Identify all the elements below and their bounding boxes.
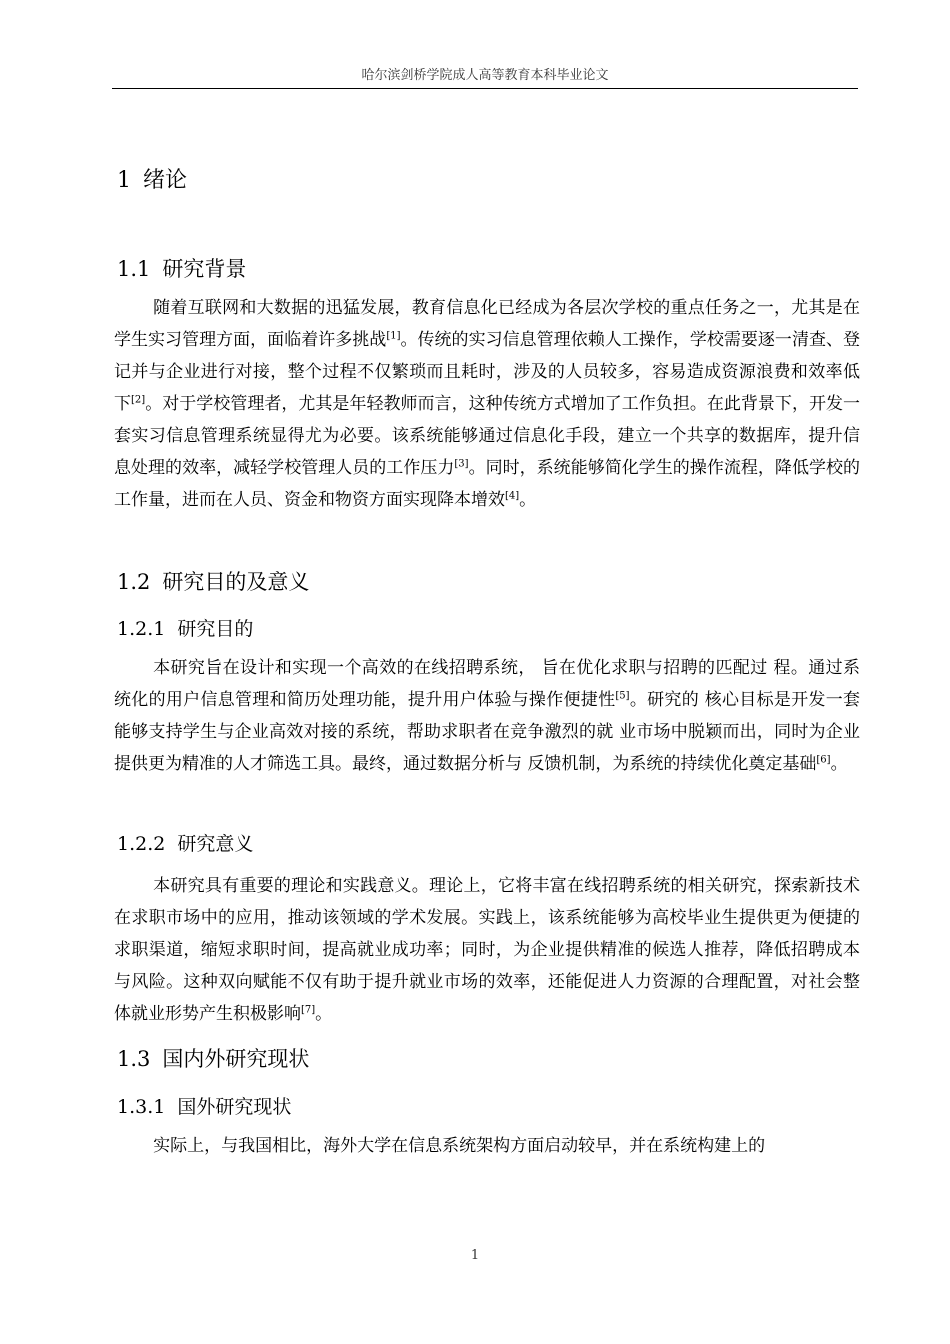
paragraph-text: 。同时，系统能够简化学生的操作流程，降低学校的工作量，进而在人员、资金和物资方面实现降本增效: [114, 458, 861, 510]
paragraph-text: 。传统的实习信息管理依赖人工操作，学校需要逐一清查、登记并与企业进行对接，整个过程不仅繁琐而且耗时，涉及的人员较多，容易造成资源浪费和效率低下: [114, 330, 861, 414]
section-heading-1-1: [117, 253, 246, 283]
citation-ref: [5]: [615, 690, 630, 702]
paragraph-text: 。对于学校管理者，尤其是年轻教师而言，这种传统方式增加了工作负担。在此背景下，开发一套实习信息管理系统显得尤为必要。该系统能够通过信息化手段，建立一个共享的数据库，提升信息处理的效率，减轻学校管理人员的工作压力: [114, 394, 861, 478]
section-title: 研究背景: [162, 257, 247, 281]
section-number: 1.3: [117, 1047, 151, 1071]
section-title: 国内外研究现状: [162, 1047, 310, 1071]
subsection-heading-1-2-1: [117, 614, 253, 641]
paragraph-text: 。: [315, 1004, 333, 1024]
citation-ref: [3]: [454, 458, 469, 470]
subsection-heading-1-3-1: [117, 1092, 291, 1119]
section-number: 1.2: [117, 570, 151, 594]
subsection-title: 国外研究现状: [177, 1096, 292, 1118]
subsection-title: 研究目的: [177, 618, 254, 640]
paragraph-text: 。: [519, 490, 537, 510]
citation-ref: [2]: [131, 394, 146, 406]
chapter-number: 1: [117, 168, 131, 193]
paragraph-text: 随着互联网和大数据的迅猛发展，教育信息化已经成为各层次学校的重点任务之一，尤其是在学生实习管理方面，面临着许多挑战: [114, 298, 860, 350]
citation-ref: [4]: [505, 490, 520, 502]
chapter-title: 绪论: [143, 168, 188, 193]
subsection-number: 1.2.2: [117, 833, 166, 855]
section-heading-1-2: [117, 566, 309, 596]
paragraph-text: 本研究旨在设计和实现一个高效的在线招聘系统， 旨在优化求职与招聘的匹配过 程。通过系统化的用户信息管理和简历处理功能，提升用户体验与操作便捷性: [114, 658, 860, 710]
header-divider: [112, 88, 858, 89]
section-heading-1-3: [117, 1043, 309, 1073]
citation-ref: [1]: [386, 330, 401, 342]
paragraph-research-background: [114, 292, 860, 516]
section-number: 1.1: [117, 257, 151, 281]
running-header: 哈尔滨剑桥学院成人高等教育本科毕业论文: [361, 68, 609, 83]
paragraph-text: 。研究的 核心目标是开发一套能够支持学生与企业高效对接的系统，帮助求职者在竞争激烈的就 业市场中脱颖而出，同时为企业提供更为精准的人才筛选工具。最终，通过数据分析与 反馈机制，为系统的持续优化奠定基础: [114, 690, 861, 774]
paragraph-text: 本研究具有重要的理论和实践意义。理论上，它将丰富在线招聘系统的相关研究，探索新技术在求职市场中的应用，推动该领域的学术发展。实践上，该系统能够为高校毕业生提供更为便捷的求职渠道，缩短求职时间，提高就业成功率；同时，为企业提供精准的候选人推荐，降低招聘成本与风险。这种双向赋能不仅有助于提升就业市场的效率，还能促进人力资源的合理配置，对社会整体就业形势产生积极影响: [114, 876, 860, 1024]
subsection-heading-1-2-2: [117, 829, 253, 856]
subsection-number: 1.2.1: [117, 618, 166, 640]
paragraph-research-significance: [114, 870, 860, 1030]
paragraph-text: 实际上，与我国相比，海外大学在信息系统架构方面启动较早，并在系统构建上的: [153, 1136, 766, 1156]
section-title: 研究目的及意义: [162, 570, 310, 594]
subsection-number: 1.3.1: [117, 1096, 166, 1118]
citation-ref: [7]: [301, 1004, 316, 1016]
paragraph-research-purpose: [114, 652, 860, 780]
subsection-title: 研究意义: [177, 833, 254, 855]
page-number: 1: [470, 1248, 480, 1263]
citation-ref: [6]: [816, 754, 831, 766]
paragraph-text: 。: [830, 754, 848, 774]
paragraph-foreign-research: [114, 1130, 860, 1162]
chapter-heading: [117, 163, 187, 194]
